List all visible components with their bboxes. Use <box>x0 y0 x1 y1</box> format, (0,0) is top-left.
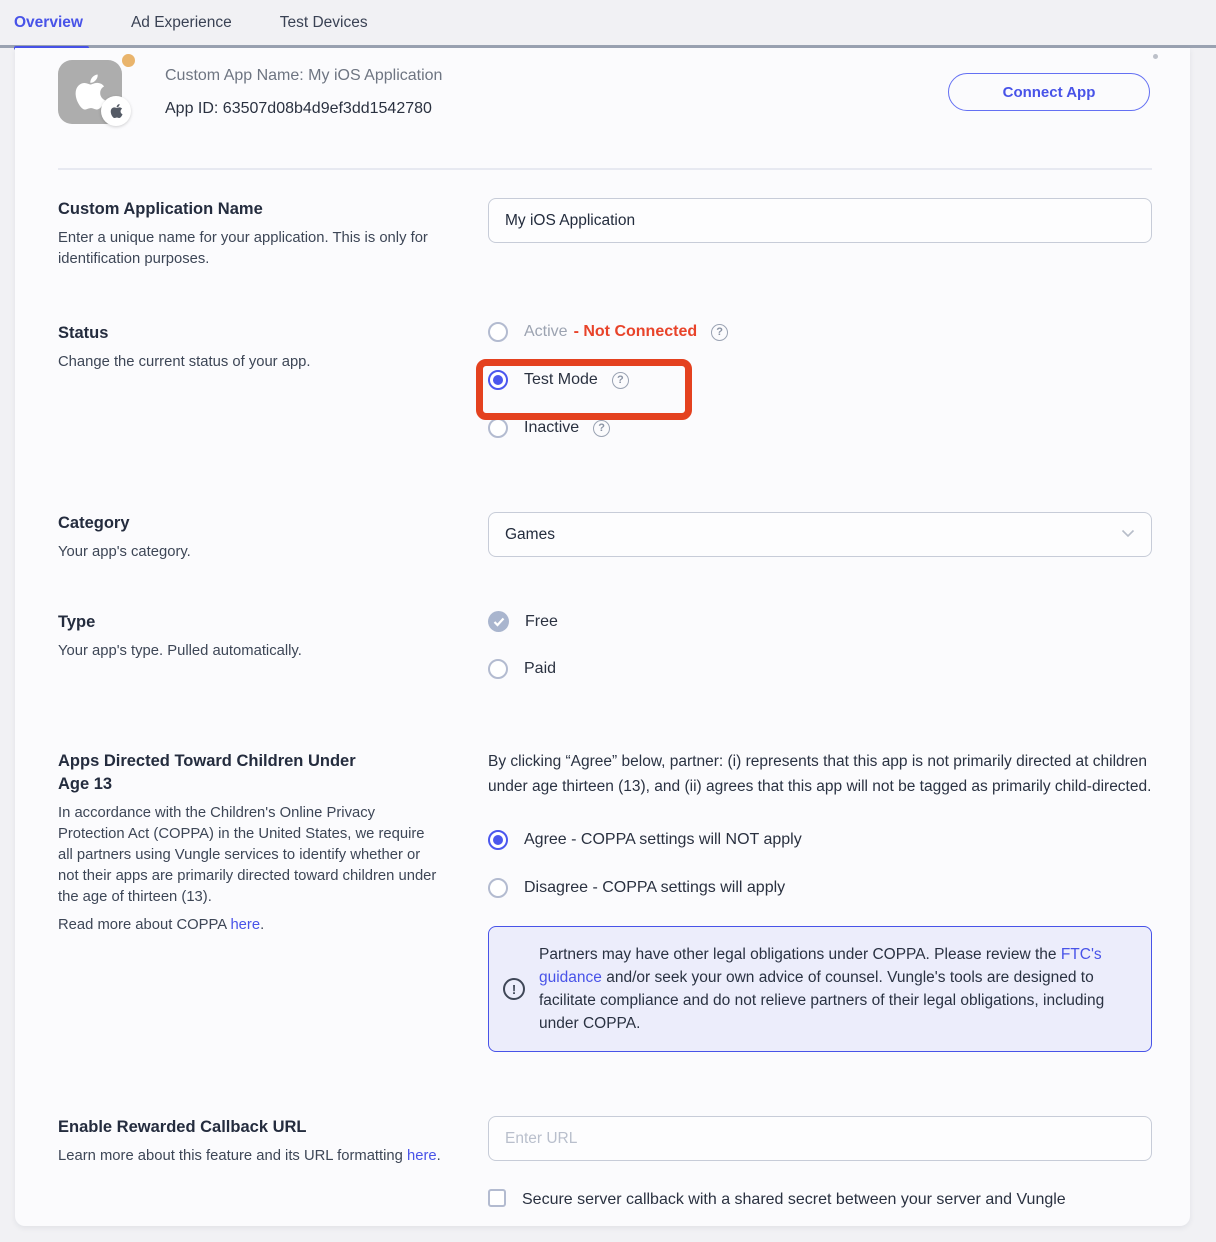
info-icon: ! <box>503 978 525 1000</box>
status-option-test-mode[interactable] <box>488 370 1152 390</box>
active-label: Active <box>524 323 568 340</box>
secure-callback-row[interactable] <box>488 1187 1152 1212</box>
app-header <box>58 60 1152 124</box>
coppa-choices <box>488 830 1152 898</box>
secure-callback-label: Secure server callback with a shared secret between your server and Vungle <box>522 1191 1066 1208</box>
app-settings-card <box>15 48 1190 1226</box>
active-radio[interactable] <box>488 322 508 342</box>
connect-app-button[interactable]: Connect App <box>948 73 1150 111</box>
check-icon <box>493 617 505 627</box>
coppa-notice-box <box>488 926 1152 1052</box>
section-type <box>58 611 1152 706</box>
coppa-notice-text <box>539 943 1133 1035</box>
agree-radio[interactable] <box>488 830 508 850</box>
header-divider <box>58 168 1152 170</box>
agree-label: Agree - COPPA settings will NOT apply <box>524 831 802 848</box>
status-description: Change the current status of your app. <box>58 354 311 370</box>
section-status <box>58 322 1152 466</box>
type-title: Type <box>58 613 96 631</box>
section-custom-name <box>58 198 1152 270</box>
app-id-line: App ID: 63507d08b4d9ef3dd1542780 <box>165 99 432 117</box>
custom-name-description: Enter a unique name for your application. This is only for identification purposes. <box>58 230 428 267</box>
free-checked-icon <box>488 611 509 632</box>
paid-label: Paid <box>524 660 557 677</box>
test-mode-radio[interactable] <box>488 370 508 390</box>
status-title: Status <box>58 324 109 342</box>
disagree-radio[interactable] <box>488 878 508 898</box>
callback-title: Enable Rewarded Callback URL <box>58 1118 307 1136</box>
custom-name-title: Custom Application Name <box>58 200 263 218</box>
callback-desc-text: Learn more about this feature and its URL formatting <box>58 1148 408 1164</box>
app-icon-wrap <box>58 60 122 124</box>
status-option-inactive[interactable] <box>488 418 1152 438</box>
coppa-option-agree[interactable] <box>488 830 1152 850</box>
type-option-free <box>488 611 1152 632</box>
coppa-option-disagree[interactable] <box>488 878 1152 898</box>
paid-radio[interactable] <box>488 659 508 679</box>
callback-desc-suffix: . <box>436 1148 441 1164</box>
type-option-paid[interactable] <box>488 659 1152 679</box>
coppa-title: Apps Directed Toward Children Under Age 13 <box>58 752 356 793</box>
disagree-label: Disagree - COPPA settings will apply <box>524 879 786 896</box>
apple-badge-icon <box>110 103 123 119</box>
type-description: Your app's type. Pulled automatically. <box>58 643 302 659</box>
test-mode-label: Test Mode <box>524 371 598 388</box>
status-dot <box>122 54 135 67</box>
coppa-agreement-text: By clicking “Agree” below, partner: (i) represents that this app is not primarily directed at children under age thirteen (13), and (ii) agrees that this app will not be tagged as primarily child-directed. <box>488 753 1152 795</box>
section-coppa <box>58 750 1152 1052</box>
custom-app-name-input[interactable] <box>488 198 1152 243</box>
tab-overview[interactable]: Overview <box>14 0 83 47</box>
notice-text-after: and/or seek your own advice of counsel. Vungle's tools are designed to facilitate compliance and do not relieve partners of their legal obligations, including under COPPA. <box>539 969 1105 1032</box>
section-callback <box>58 1116 1152 1212</box>
callback-here-link[interactable]: here <box>407 1148 437 1164</box>
test-mode-help-icon[interactable]: ? <box>612 372 629 389</box>
coppa-description: In accordance with the Children's Online Privacy Protection Act (COPPA) in the United States, we require all partners using Vungle services to identify whether or not their apps are primarily directed toward children under the age of thirteen (13). <box>58 805 437 905</box>
coppa-read-more-suffix: . <box>260 917 265 933</box>
ios-platform-badge <box>101 96 131 126</box>
tab-ad-experience[interactable]: Ad Experience <box>130 13 232 31</box>
callback-url-input[interactable] <box>488 1116 1152 1161</box>
inactive-help-icon[interactable]: ? <box>593 420 610 437</box>
free-label: Free <box>525 612 558 630</box>
status-option-active[interactable] <box>488 322 1152 342</box>
category-title: Category <box>58 514 130 532</box>
app-header-text <box>165 67 442 118</box>
status-options <box>488 322 1152 466</box>
ftc-guidance-link[interactable]: FTC's guidance <box>539 946 1102 986</box>
notice-text-before: Partners may have other legal obligations under COPPA. Please review the <box>539 946 1061 963</box>
coppa-here-link[interactable]: here <box>230 917 261 933</box>
not-connected-label: - Not Connected <box>573 323 698 340</box>
custom-app-name-line: Custom App Name: My iOS Application <box>165 66 443 84</box>
active-help-icon[interactable]: ? <box>711 324 728 341</box>
coppa-read-more <box>58 915 458 936</box>
callback-description <box>58 1146 458 1167</box>
chevron-down-icon <box>1121 529 1135 538</box>
inactive-label: Inactive <box>524 419 580 436</box>
red-annotation-highlight <box>476 359 692 420</box>
section-category <box>58 512 1152 563</box>
category-description: Your app's category. <box>58 544 191 560</box>
tab-test-devices[interactable]: Test Devices <box>279 13 368 31</box>
secure-callback-checkbox[interactable] <box>488 1189 506 1207</box>
tab-bar <box>0 0 1216 48</box>
category-select[interactable] <box>488 512 1152 557</box>
coppa-read-more-text: Read more about COPPA <box>58 917 231 933</box>
category-selected-value: Games <box>505 525 555 543</box>
inactive-radio[interactable] <box>488 418 508 438</box>
scrollbar-thumb[interactable] <box>1153 54 1158 59</box>
